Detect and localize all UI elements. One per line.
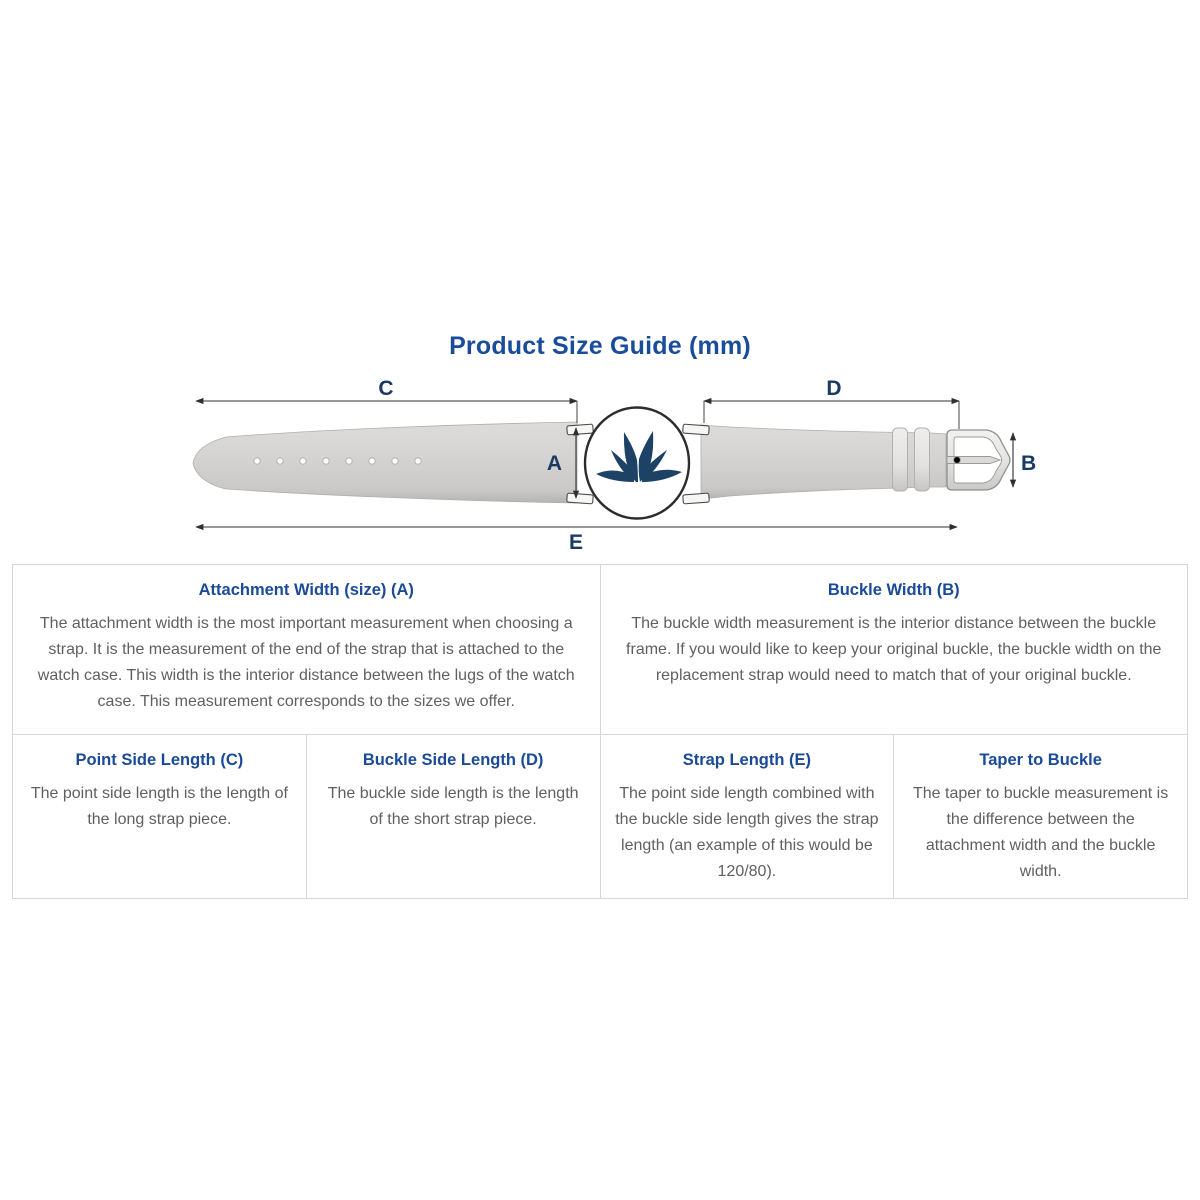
measure-label-d: D (826, 377, 842, 400)
table-cell-body: The buckle width measurement is the interior distance between the buckle frame. If you would like to keep your original buckle, the buckle width on the replacement strap would need to match that of your original buckle. (626, 615, 1162, 684)
table-cell-buckle-side-length (306, 735, 600, 899)
table-cell-header: Point Side Length (C) (75, 751, 244, 769)
measure-label-a: A (546, 452, 562, 475)
table-cell-strap-length (600, 735, 894, 899)
table-cell-header: Strap Length (E) (682, 751, 812, 769)
table-cell-body: The attachment width is the most important measurement when choosing a strap. It is the measurement of the end of the strap that is attached to the watch case. This width is the interior distance between the lugs of the watch case. This measurement corresponds to the sizes we offer. (37, 615, 575, 710)
strap-buckle-side (701, 425, 1010, 499)
strap-keeper (915, 428, 930, 491)
table-cell-header: Attachment Width (size) (A) (198, 581, 414, 599)
table-cell-body: The point side length is the length of the long strap piece. (30, 785, 288, 828)
table-cell-body: The buckle side length is the length of the short strap piece. (327, 785, 579, 828)
page-title: Product Size Guide (mm) (449, 332, 751, 360)
strap-point-side (193, 422, 577, 503)
buckle (947, 430, 1010, 490)
table-cell-header: Buckle Width (B) (827, 581, 960, 599)
table-cell-header: Buckle Side Length (D) (362, 751, 544, 769)
table-cell-buckle-width (600, 565, 1188, 735)
size-guide-table (12, 564, 1188, 899)
table-cell-point-side-length (13, 735, 307, 899)
table-cell-body: The taper to buckle measurement is the difference between the attachment width and the buckle width. (913, 785, 1169, 880)
measure-label-b: B (1021, 452, 1037, 475)
strap-keeper (893, 428, 908, 491)
strap-size-diagram (0, 373, 1200, 563)
measure-label-c: C (378, 377, 394, 400)
table-cell-taper-to-buckle (894, 735, 1188, 899)
table-cell-body: The point side length combined with the buckle side length gives the strap length (an example of this would be 120/80). (615, 785, 879, 880)
table-cell-attachment-width (13, 565, 601, 735)
table-cell-header: Taper to Buckle (979, 751, 1102, 769)
measure-label-e: E (568, 531, 584, 554)
